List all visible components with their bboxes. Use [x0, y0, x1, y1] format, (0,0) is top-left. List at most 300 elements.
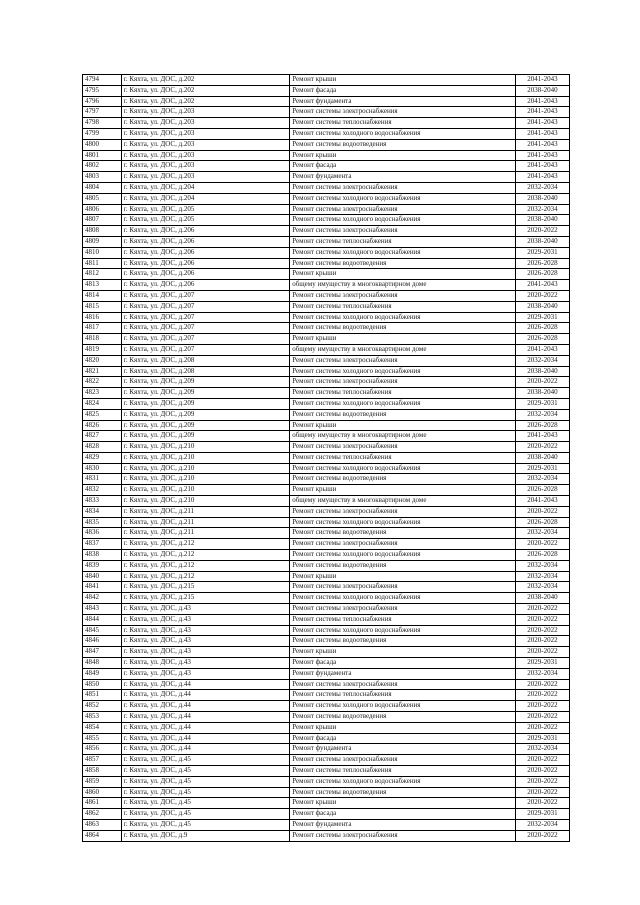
table-row — [83, 701, 570, 712]
work-type-cell: Ремонт крыши — [290, 571, 516, 582]
table-row — [83, 128, 570, 139]
table-row — [83, 647, 570, 658]
row-number-cell: 4798 — [83, 118, 122, 129]
period-cell: 2041-2043 — [515, 107, 569, 118]
table-row — [83, 442, 570, 453]
table-row — [83, 712, 570, 723]
address-cell: г. Кяхта, ул. ДОС, д.45 — [121, 819, 289, 830]
row-number-cell: 4860 — [83, 787, 122, 798]
table-row — [83, 614, 570, 625]
row-number-cell: 4820 — [83, 355, 122, 366]
address-cell: г. Кяхта, ул. ДОС, д.206 — [121, 226, 289, 237]
row-number-cell: 4846 — [83, 636, 122, 647]
row-number-cell: 4817 — [83, 323, 122, 334]
address-cell: г. Кяхта, ул. ДОС, д.212 — [121, 550, 289, 561]
work-type-cell: Ремонт системы водоотведения — [290, 323, 516, 334]
row-number-cell: 4863 — [83, 819, 122, 830]
address-cell: г. Кяхта, ул. ДОС, д.206 — [121, 247, 289, 258]
work-type-cell: Ремонт системы холодного водоснабжения — [290, 593, 516, 604]
work-type-cell: Ремонт системы холодного водоснабжения — [290, 776, 516, 787]
row-number-cell: 4854 — [83, 722, 122, 733]
row-number-cell: 4852 — [83, 701, 122, 712]
address-cell: г. Кяхта, ул. ДОС, д.207 — [121, 312, 289, 323]
table-row — [83, 776, 570, 787]
row-number-cell: 4847 — [83, 647, 122, 658]
table-row — [83, 258, 570, 269]
period-cell: 2032-2034 — [515, 744, 569, 755]
address-cell: г. Кяхта, ул. ДОС, д.211 — [121, 528, 289, 539]
table-row — [83, 679, 570, 690]
work-type-cell: Ремонт системы электроснабжения — [290, 539, 516, 550]
period-cell: 2032-2034 — [515, 668, 569, 679]
period-cell: 2041-2043 — [515, 431, 569, 442]
table-row — [83, 560, 570, 571]
address-cell: г. Кяхта, ул. ДОС, д.44 — [121, 733, 289, 744]
row-number-cell: 4864 — [83, 830, 122, 841]
work-type-cell: Ремонт крыши — [290, 334, 516, 345]
row-number-cell: 4804 — [83, 182, 122, 193]
address-cell: г. Кяхта, ул. ДОС, д.206 — [121, 258, 289, 269]
address-cell: г. Кяхта, ул. ДОС, д.210 — [121, 485, 289, 496]
period-cell: 2020-2022 — [515, 647, 569, 658]
work-type-cell: Ремонт фасада — [290, 658, 516, 669]
work-type-cell: общему имуществу в многоквартирном доме — [290, 431, 516, 442]
table-row — [83, 323, 570, 334]
address-cell: г. Кяхта, ул. ДОС, д.203 — [121, 139, 289, 150]
row-number-cell: 4801 — [83, 150, 122, 161]
table-row — [83, 204, 570, 215]
address-cell: г. Кяхта, ул. ДОС, д.45 — [121, 776, 289, 787]
row-number-cell: 4858 — [83, 766, 122, 777]
address-cell: г. Кяхта, ул. ДОС, д.44 — [121, 701, 289, 712]
table-row — [83, 182, 570, 193]
table-row — [83, 496, 570, 507]
row-number-cell: 4795 — [83, 85, 122, 96]
period-cell: 2032-2034 — [515, 355, 569, 366]
work-type-cell: Ремонт системы водоотведения — [290, 787, 516, 798]
period-cell: 2038-2040 — [515, 85, 569, 96]
row-number-cell: 4810 — [83, 247, 122, 258]
row-number-cell: 4855 — [83, 733, 122, 744]
work-type-cell: общему имуществу в многоквартирном доме — [290, 280, 516, 291]
table-row — [83, 539, 570, 550]
table-row — [83, 247, 570, 258]
row-number-cell: 4841 — [83, 582, 122, 593]
address-cell: г. Кяхта, ул. ДОС, д.207 — [121, 344, 289, 355]
row-number-cell: 4797 — [83, 107, 122, 118]
period-cell: 2020-2022 — [515, 787, 569, 798]
period-cell: 2020-2022 — [515, 701, 569, 712]
row-number-cell: 4815 — [83, 301, 122, 312]
address-cell: г. Кяхта, ул. ДОС, д.209 — [121, 431, 289, 442]
work-type-cell: Ремонт фундамента — [290, 819, 516, 830]
work-type-cell: Ремонт крыши — [290, 798, 516, 809]
work-type-cell: Ремонт фундамента — [290, 96, 516, 107]
work-type-cell: Ремонт системы холодного водоснабжения — [290, 312, 516, 323]
work-type-cell: Ремонт крыши — [290, 722, 516, 733]
address-cell: г. Кяхта, ул. ДОС, д.209 — [121, 377, 289, 388]
work-type-cell: Ремонт фундамента — [290, 668, 516, 679]
work-type-cell: Ремонт системы холодного водоснабжения — [290, 247, 516, 258]
row-number-cell: 4818 — [83, 334, 122, 345]
work-type-cell: Ремонт системы водоотведения — [290, 409, 516, 420]
period-cell: 2038-2040 — [515, 452, 569, 463]
row-number-cell: 4829 — [83, 452, 122, 463]
period-cell: 2032-2034 — [515, 182, 569, 193]
table-row — [83, 798, 570, 809]
work-type-cell: Ремонт системы теплоснабжения — [290, 452, 516, 463]
period-cell: 2020-2022 — [515, 712, 569, 723]
row-number-cell: 4850 — [83, 679, 122, 690]
period-cell: 2032-2034 — [515, 409, 569, 420]
row-number-cell: 4796 — [83, 96, 122, 107]
table-row — [83, 506, 570, 517]
table-row — [83, 787, 570, 798]
period-cell: 2041-2043 — [515, 172, 569, 183]
repair-schedule-table — [82, 74, 570, 842]
table-row — [83, 75, 570, 86]
address-cell: г. Кяхта, ул. ДОС, д.44 — [121, 744, 289, 755]
work-type-cell: Ремонт системы холодного водоснабжения — [290, 463, 516, 474]
row-number-cell: 4861 — [83, 798, 122, 809]
address-cell: г. Кяхта, ул. ДОС, д.44 — [121, 712, 289, 723]
work-type-cell: Ремонт системы холодного водоснабжения — [290, 701, 516, 712]
address-cell: г. Кяхта, ул. ДОС, д.9 — [121, 830, 289, 841]
work-type-cell: Ремонт системы водоотведения — [290, 560, 516, 571]
address-cell: г. Кяхта, ул. ДОС, д.45 — [121, 809, 289, 820]
work-type-cell: Ремонт системы теплоснабжения — [290, 118, 516, 129]
row-number-cell: 4827 — [83, 431, 122, 442]
period-cell: 2032-2034 — [515, 560, 569, 571]
address-cell: г. Кяхта, ул. ДОС, д.203 — [121, 118, 289, 129]
address-cell: г. Кяхта, ул. ДОС, д.44 — [121, 690, 289, 701]
work-type-cell: Ремонт системы теплоснабжения — [290, 388, 516, 399]
table-row — [83, 517, 570, 528]
period-cell: 2029-2031 — [515, 312, 569, 323]
table-row — [83, 690, 570, 701]
address-cell: г. Кяхта, ул. ДОС, д.208 — [121, 355, 289, 366]
address-cell: г. Кяхта, ул. ДОС, д.212 — [121, 539, 289, 550]
period-cell: 2020-2022 — [515, 604, 569, 615]
row-number-cell: 4857 — [83, 755, 122, 766]
work-type-cell: Ремонт крыши — [290, 75, 516, 86]
period-cell: 2026-2028 — [515, 269, 569, 280]
period-cell: 2029-2031 — [515, 809, 569, 820]
row-number-cell: 4828 — [83, 442, 122, 453]
table-row — [83, 582, 570, 593]
period-cell: 2026-2028 — [515, 517, 569, 528]
period-cell: 2029-2031 — [515, 733, 569, 744]
address-cell: г. Кяхта, ул. ДОС, д.212 — [121, 560, 289, 571]
work-type-cell: Ремонт системы электроснабжения — [290, 290, 516, 301]
table-row — [83, 755, 570, 766]
period-cell: 2020-2022 — [515, 614, 569, 625]
table-row — [83, 193, 570, 204]
row-number-cell: 4830 — [83, 463, 122, 474]
work-type-cell: Ремонт системы теплоснабжения — [290, 766, 516, 777]
address-cell: г. Кяхта, ул. ДОС, д.210 — [121, 496, 289, 507]
row-number-cell: 4821 — [83, 366, 122, 377]
row-number-cell: 4836 — [83, 528, 122, 539]
row-number-cell: 4851 — [83, 690, 122, 701]
period-cell: 2029-2031 — [515, 463, 569, 474]
address-cell: г. Кяхта, ул. ДОС, д.203 — [121, 161, 289, 172]
period-cell: 2041-2043 — [515, 75, 569, 86]
address-cell: г. Кяхта, ул. ДОС, д.43 — [121, 636, 289, 647]
work-type-cell: Ремонт фасада — [290, 161, 516, 172]
work-type-cell: Ремонт системы электроснабжения — [290, 442, 516, 453]
work-type-cell: Ремонт системы водоотведения — [290, 474, 516, 485]
work-type-cell: Ремонт системы электроснабжения — [290, 506, 516, 517]
row-number-cell: 4814 — [83, 290, 122, 301]
period-cell: 2038-2040 — [515, 388, 569, 399]
address-cell: г. Кяхта, ул. ДОС, д.206 — [121, 269, 289, 280]
address-cell: г. Кяхта, ул. ДОС, д.205 — [121, 204, 289, 215]
work-type-cell: Ремонт системы электроснабжения — [290, 204, 516, 215]
work-type-cell: Ремонт системы электроснабжения — [290, 604, 516, 615]
period-cell: 2032-2034 — [515, 571, 569, 582]
period-cell: 2020-2022 — [515, 226, 569, 237]
address-cell: г. Кяхта, ул. ДОС, д.212 — [121, 571, 289, 582]
row-number-cell: 4806 — [83, 204, 122, 215]
period-cell: 2020-2022 — [515, 690, 569, 701]
table-row — [83, 658, 570, 669]
address-cell: г. Кяхта, ул. ДОС, д.207 — [121, 301, 289, 312]
period-cell: 2032-2034 — [515, 204, 569, 215]
table-row — [83, 409, 570, 420]
row-number-cell: 4802 — [83, 161, 122, 172]
address-cell: г. Кяхта, ул. ДОС, д.204 — [121, 182, 289, 193]
table-row — [83, 388, 570, 399]
table-row — [83, 161, 570, 172]
work-type-cell: Ремонт фундамента — [290, 172, 516, 183]
row-number-cell: 4856 — [83, 744, 122, 755]
row-number-cell: 4800 — [83, 139, 122, 150]
work-type-cell: Ремонт фасада — [290, 85, 516, 96]
table-row — [83, 830, 570, 841]
address-cell: г. Кяхта, ул. ДОС, д.203 — [121, 150, 289, 161]
address-cell: г. Кяхта, ул. ДОС, д.44 — [121, 679, 289, 690]
period-cell: 2041-2043 — [515, 280, 569, 291]
work-type-cell: Ремонт системы электроснабжения — [290, 182, 516, 193]
address-cell: г. Кяхта, ул. ДОС, д.209 — [121, 409, 289, 420]
work-type-cell: Ремонт крыши — [290, 150, 516, 161]
table-row — [83, 150, 570, 161]
row-number-cell: 4840 — [83, 571, 122, 582]
table-row — [83, 301, 570, 312]
work-type-cell: Ремонт крыши — [290, 647, 516, 658]
address-cell: г. Кяхта, ул. ДОС, д.43 — [121, 625, 289, 636]
work-type-cell: Ремонт фундамента — [290, 744, 516, 755]
address-cell: г. Кяхта, ул. ДОС, д.208 — [121, 366, 289, 377]
work-type-cell: Ремонт системы водоотведения — [290, 528, 516, 539]
period-cell: 2020-2022 — [515, 290, 569, 301]
address-cell: г. Кяхта, ул. ДОС, д.203 — [121, 107, 289, 118]
row-number-cell: 4826 — [83, 420, 122, 431]
table-row — [83, 722, 570, 733]
work-type-cell: Ремонт крыши — [290, 485, 516, 496]
work-type-cell: Ремонт системы водоотведения — [290, 258, 516, 269]
row-number-cell: 4862 — [83, 809, 122, 820]
address-cell: г. Кяхта, ул. ДОС, д.202 — [121, 75, 289, 86]
period-cell: 2029-2031 — [515, 658, 569, 669]
table-row — [83, 809, 570, 820]
table-row — [83, 269, 570, 280]
table-row — [83, 118, 570, 129]
row-number-cell: 4816 — [83, 312, 122, 323]
address-cell: г. Кяхта, ул. ДОС, д.44 — [121, 722, 289, 733]
table-row — [83, 604, 570, 615]
work-type-cell: Ремонт фасада — [290, 733, 516, 744]
address-cell: г. Кяхта, ул. ДОС, д.206 — [121, 280, 289, 291]
table-row — [83, 819, 570, 830]
row-number-cell: 4843 — [83, 604, 122, 615]
work-type-cell: Ремонт крыши — [290, 269, 516, 280]
period-cell: 2020-2022 — [515, 830, 569, 841]
period-cell: 2038-2040 — [515, 215, 569, 226]
period-cell: 2020-2022 — [515, 506, 569, 517]
address-cell: г. Кяхта, ул. ДОС, д.203 — [121, 172, 289, 183]
address-cell: г. Кяхта, ул. ДОС, д.203 — [121, 128, 289, 139]
table-row — [83, 377, 570, 388]
address-cell: г. Кяхта, ул. ДОС, д.43 — [121, 647, 289, 658]
address-cell: г. Кяхта, ул. ДОС, д.209 — [121, 420, 289, 431]
table-row — [83, 312, 570, 323]
row-number-cell: 4839 — [83, 560, 122, 571]
row-number-cell: 4844 — [83, 614, 122, 625]
period-cell: 2041-2043 — [515, 139, 569, 150]
period-cell: 2020-2022 — [515, 377, 569, 388]
address-cell: г. Кяхта, ул. ДОС, д.43 — [121, 668, 289, 679]
address-cell: г. Кяхта, ул. ДОС, д.45 — [121, 798, 289, 809]
table-row — [83, 334, 570, 345]
period-cell: 2038-2040 — [515, 193, 569, 204]
address-cell: г. Кяхта, ул. ДОС, д.215 — [121, 582, 289, 593]
address-cell: г. Кяхта, ул. ДОС, д.210 — [121, 474, 289, 485]
row-number-cell: 4853 — [83, 712, 122, 723]
period-cell: 2041-2043 — [515, 150, 569, 161]
address-cell: г. Кяхта, ул. ДОС, д.43 — [121, 604, 289, 615]
period-cell: 2020-2022 — [515, 539, 569, 550]
table-row — [83, 355, 570, 366]
period-cell: 2038-2040 — [515, 236, 569, 247]
table-row — [83, 172, 570, 183]
work-type-cell: Ремонт системы теплоснабжения — [290, 690, 516, 701]
period-cell: 2032-2034 — [515, 528, 569, 539]
table-row — [83, 463, 570, 474]
row-number-cell: 4807 — [83, 215, 122, 226]
row-number-cell: 4808 — [83, 226, 122, 237]
period-cell: 2032-2034 — [515, 474, 569, 485]
table-row — [83, 215, 570, 226]
period-cell: 2020-2022 — [515, 442, 569, 453]
period-cell: 2026-2028 — [515, 485, 569, 496]
row-number-cell: 4837 — [83, 539, 122, 550]
address-cell: г. Кяхта, ул. ДОС, д.210 — [121, 442, 289, 453]
table-row — [83, 420, 570, 431]
address-cell: г. Кяхта, ул. ДОС, д.211 — [121, 517, 289, 528]
period-cell: 2020-2022 — [515, 755, 569, 766]
table-row — [83, 431, 570, 442]
table-row — [83, 236, 570, 247]
table-row — [83, 733, 570, 744]
row-number-cell: 4832 — [83, 485, 122, 496]
work-type-cell: Ремонт системы электроснабжения — [290, 226, 516, 237]
address-cell: г. Кяхта, ул. ДОС, д.43 — [121, 658, 289, 669]
table-row — [83, 668, 570, 679]
table-row — [83, 593, 570, 604]
period-cell: 2041-2043 — [515, 118, 569, 129]
work-type-cell: Ремонт системы холодного водоснабжения — [290, 215, 516, 226]
period-cell: 2026-2028 — [515, 420, 569, 431]
table-row — [83, 625, 570, 636]
address-cell: г. Кяхта, ул. ДОС, д.207 — [121, 323, 289, 334]
row-number-cell: 4835 — [83, 517, 122, 528]
work-type-cell: Ремонт системы водоотведения — [290, 636, 516, 647]
address-cell: г. Кяхта, ул. ДОС, д.45 — [121, 755, 289, 766]
period-cell: 2026-2028 — [515, 323, 569, 334]
work-type-cell: общему имуществу в многоквартирном доме — [290, 344, 516, 355]
table-row — [83, 474, 570, 485]
row-number-cell: 4811 — [83, 258, 122, 269]
table-row — [83, 344, 570, 355]
row-number-cell: 4813 — [83, 280, 122, 291]
address-cell: г. Кяхта, ул. ДОС, д.204 — [121, 193, 289, 204]
address-cell: г. Кяхта, ул. ДОС, д.45 — [121, 787, 289, 798]
address-cell: г. Кяхта, ул. ДОС, д.207 — [121, 334, 289, 345]
table-row — [83, 290, 570, 301]
period-cell: 2032-2034 — [515, 582, 569, 593]
table-row — [83, 398, 570, 409]
row-number-cell: 4831 — [83, 474, 122, 485]
row-number-cell: 4845 — [83, 625, 122, 636]
row-number-cell: 4805 — [83, 193, 122, 204]
work-type-cell: Ремонт крыши — [290, 420, 516, 431]
period-cell: 2026-2028 — [515, 334, 569, 345]
work-type-cell: Ремонт системы водоотведения — [290, 712, 516, 723]
address-cell: г. Кяхта, ул. ДОС, д.209 — [121, 388, 289, 399]
period-cell: 2020-2022 — [515, 776, 569, 787]
address-cell: г. Кяхта, ул. ДОС, д.205 — [121, 215, 289, 226]
row-number-cell: 4825 — [83, 409, 122, 420]
repair-schedule-body — [83, 75, 570, 842]
work-type-cell: Ремонт системы электроснабжения — [290, 355, 516, 366]
period-cell: 2041-2043 — [515, 128, 569, 139]
work-type-cell: Ремонт системы холодного водоснабжения — [290, 550, 516, 561]
table-row — [83, 226, 570, 237]
row-number-cell: 4799 — [83, 128, 122, 139]
row-number-cell: 4822 — [83, 377, 122, 388]
table-row — [83, 366, 570, 377]
table-row — [83, 528, 570, 539]
period-cell: 2026-2028 — [515, 258, 569, 269]
row-number-cell: 4849 — [83, 668, 122, 679]
period-cell: 2041-2043 — [515, 161, 569, 172]
address-cell: г. Кяхта, ул. ДОС, д.207 — [121, 290, 289, 301]
table-row — [83, 107, 570, 118]
row-number-cell: 4838 — [83, 550, 122, 561]
address-cell: г. Кяхта, ул. ДОС, д.206 — [121, 236, 289, 247]
row-number-cell: 4812 — [83, 269, 122, 280]
period-cell: 2020-2022 — [515, 636, 569, 647]
address-cell: г. Кяхта, ул. ДОС, д.211 — [121, 506, 289, 517]
work-type-cell: Ремонт системы электроснабжения — [290, 377, 516, 388]
address-cell: г. Кяхта, ул. ДОС, д.215 — [121, 593, 289, 604]
table-row — [83, 636, 570, 647]
address-cell: г. Кяхта, ул. ДОС, д.202 — [121, 85, 289, 96]
work-type-cell: общему имуществу в многоквартирном доме — [290, 496, 516, 507]
table-row — [83, 280, 570, 291]
